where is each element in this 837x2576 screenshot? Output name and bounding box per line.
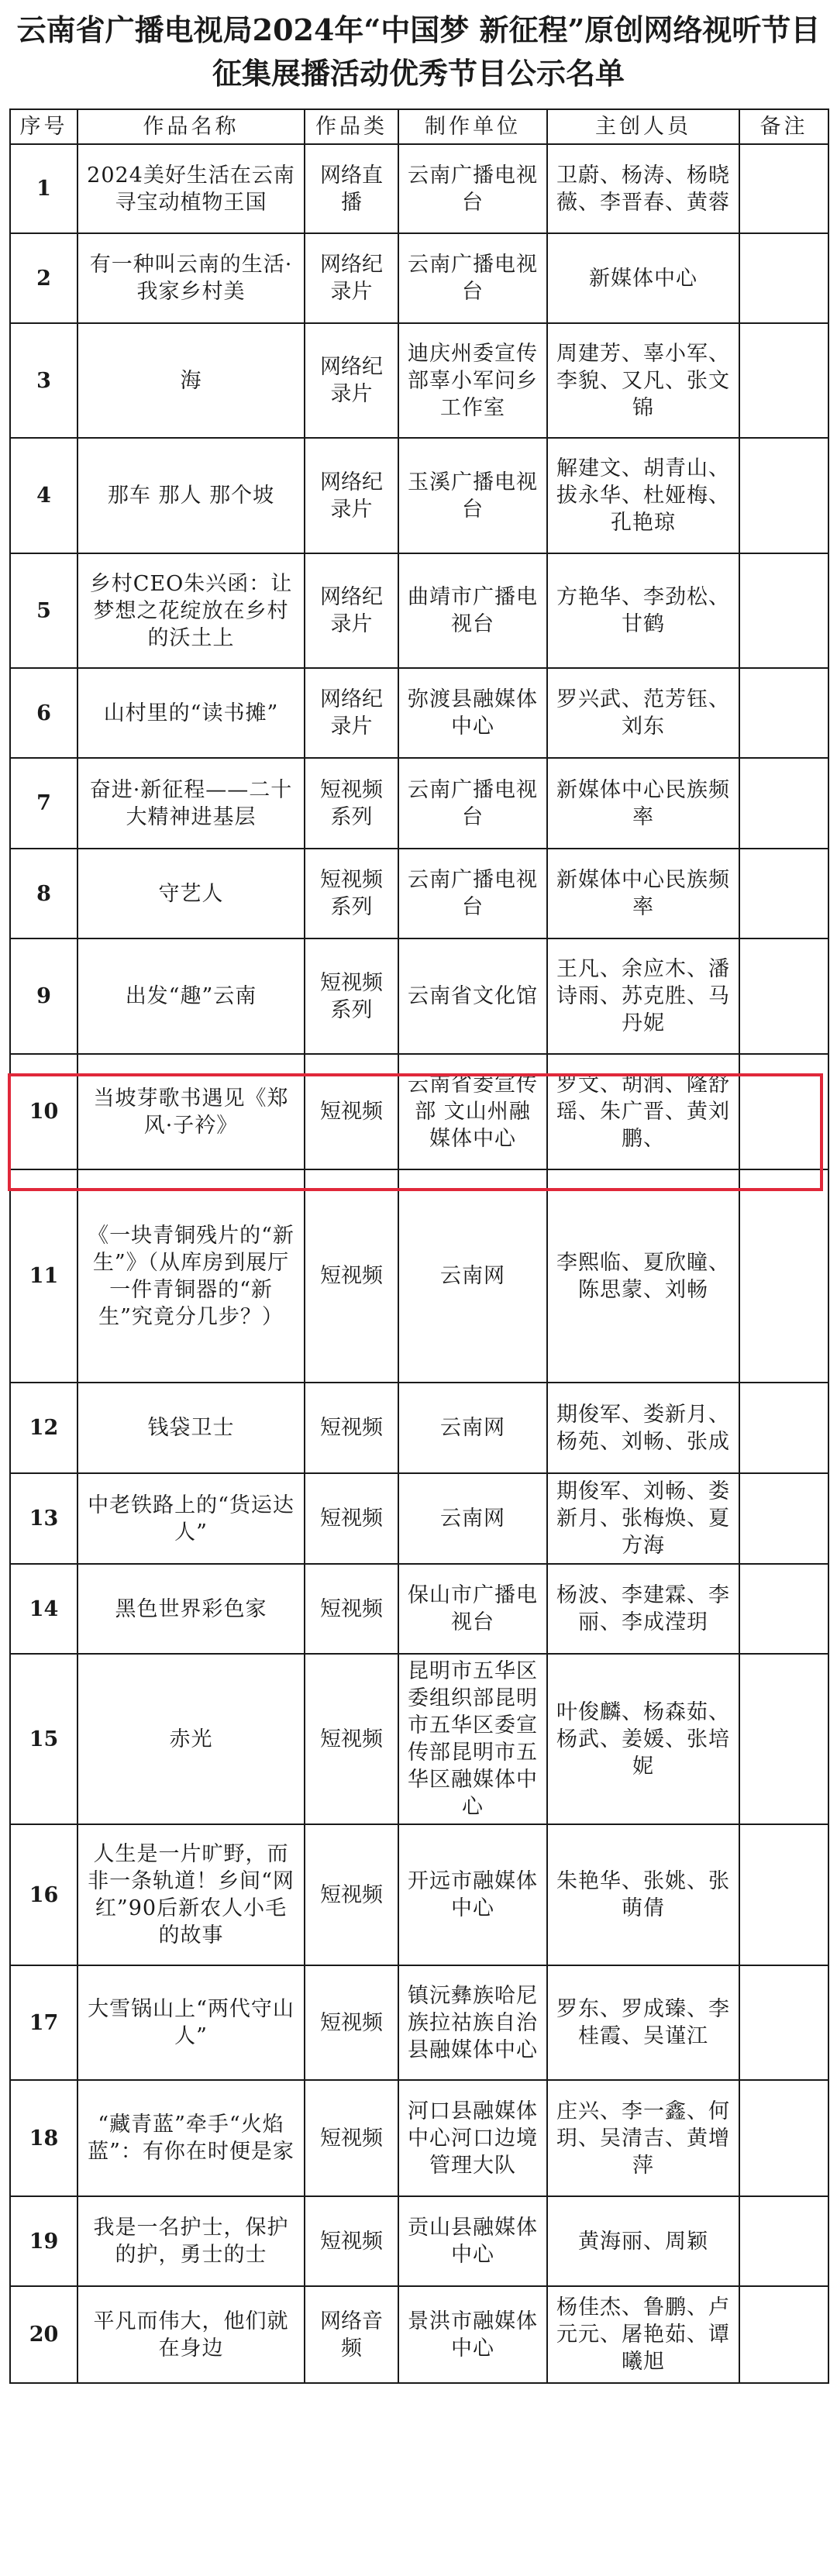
- table-row: [10, 1824, 828, 1965]
- row-number: 9: [10, 938, 78, 1054]
- table-row: [10, 323, 828, 438]
- creators: 庄兴、李一鑫、何玥、吴清吉、黄增萍: [547, 2080, 739, 2196]
- remark: [739, 144, 828, 233]
- table-row: [10, 1654, 828, 1824]
- row-number: 4: [10, 438, 78, 553]
- header-num: 序号: [10, 109, 78, 144]
- production-unit: 云南广播电视台: [398, 233, 547, 323]
- production-unit: 开远市融媒体中心: [398, 1824, 547, 1965]
- row-number: 13: [10, 1473, 78, 1564]
- production-unit: 贡山县融媒体中心: [398, 2196, 547, 2286]
- production-unit: 曲靖市广播电视台: [398, 553, 547, 668]
- creators: 解建文、胡青山、拔永华、杜娅梅、孔艳琼: [547, 438, 739, 553]
- table-row: [10, 1564, 828, 1654]
- program-name: 黑色世界彩色家: [78, 1564, 305, 1654]
- creators: 罗东、罗成臻、李桂霞、吴谨江: [547, 1965, 739, 2080]
- program-name: 中老铁路上的“货运达人”: [78, 1473, 305, 1564]
- creators: 李熙临、夏欣瞳、陈思蒙、刘畅: [547, 1169, 739, 1383]
- remark: [739, 553, 828, 668]
- production-unit: 云南广播电视台: [398, 849, 547, 938]
- program-name: 乡村CEO朱兴函：让梦想之花绽放在乡村的沃土上: [78, 553, 305, 668]
- program-name: 《一块青铜残片的“新生”》（从库房到展厅 一件青铜器的“新生”究竟分几步？）: [78, 1169, 305, 1383]
- program-name: 大雪锅山上“两代守山人”: [78, 1965, 305, 2080]
- table-row: [10, 1054, 828, 1169]
- creators: 罗文、胡润、隆舒瑶、朱广晋、黄刘鹏、: [547, 1054, 739, 1169]
- program-type: 短视频: [305, 1054, 398, 1169]
- program-name: “藏青蓝”牵手“火焰蓝”：有你在时便是家: [78, 2080, 305, 2196]
- production-unit: 镇沅彝族哈尼族拉祜族自治县融媒体中心: [398, 1965, 547, 2080]
- header-name: 作品名称: [78, 109, 305, 144]
- production-unit: 玉溪广播电视台: [398, 438, 547, 553]
- header-note: 备注: [739, 109, 828, 144]
- production-unit: 云南网: [398, 1169, 547, 1383]
- creators: 朱艳华、张姚、张萌倩: [547, 1824, 739, 1965]
- remark: [739, 2080, 828, 2196]
- remark: [739, 1054, 828, 1169]
- program-type: 短视频: [305, 2196, 398, 2286]
- row-number: 16: [10, 1824, 78, 1965]
- program-name: 有一种叫云南的生活·我家乡村美: [78, 233, 305, 323]
- program-name: 出发“趣”云南: [78, 938, 305, 1054]
- program-type: 短视频: [305, 1383, 398, 1473]
- table-row: [10, 1383, 828, 1473]
- program-name: 奋进·新征程——二十大精神进基层: [78, 758, 305, 849]
- creators: 叶俊麟、杨森茹、杨武、姜媛、张培妮: [547, 1654, 739, 1824]
- remark: [739, 1654, 828, 1824]
- table-row: [10, 2080, 828, 2196]
- table-row: [10, 849, 828, 938]
- table-row: [10, 2196, 828, 2286]
- header-unit: 制作单位: [398, 109, 547, 144]
- header-type: 作品类: [305, 109, 398, 144]
- program-type: 短视频: [305, 1564, 398, 1654]
- program-table: [9, 108, 829, 2384]
- table-row: [10, 938, 828, 1054]
- production-unit: 云南广播电视台: [398, 144, 547, 233]
- remark: [739, 1564, 828, 1654]
- creators: 新媒体中心: [547, 233, 739, 323]
- table-row: [10, 1965, 828, 2080]
- program-name: 那车 那人 那个坡: [78, 438, 305, 553]
- remark: [739, 2286, 828, 2383]
- production-unit: 云南省委宣传部 文山州融媒体中心: [398, 1054, 547, 1169]
- row-number: 3: [10, 323, 78, 438]
- program-type: 网络音频: [305, 2286, 398, 2383]
- row-number: 20: [10, 2286, 78, 2383]
- program-name: 当坡芽歌书遇见《郑风·子衿》: [78, 1054, 305, 1169]
- creators: 杨佳杰、鲁鹏、卢元元、屠艳茹、谭曦旭: [547, 2286, 739, 2383]
- program-type: 短视频系列: [305, 849, 398, 938]
- remark: [739, 323, 828, 438]
- program-type: 网络纪录片: [305, 553, 398, 668]
- remark: [739, 233, 828, 323]
- production-unit: 河口县融媒体中心河口边境管理大队: [398, 2080, 547, 2196]
- row-number: 5: [10, 553, 78, 668]
- table-row: [10, 144, 828, 233]
- row-number: 12: [10, 1383, 78, 1473]
- remark: [739, 668, 828, 758]
- remark: [739, 849, 828, 938]
- creators: 周建芳、辜小军、李貌、又凡、张文锦: [547, 323, 739, 438]
- program-type: 网络纪录片: [305, 438, 398, 553]
- row-number: 8: [10, 849, 78, 938]
- program-name: 2024美好生活在云南寻宝动植物王国: [78, 144, 305, 233]
- program-name: 山村里的“读书摊”: [78, 668, 305, 758]
- creators: 期俊军、娄新月、杨苑、刘畅、张成: [547, 1383, 739, 1473]
- page-title: 云南省广播电视局2024年“中国梦 新征程”原创网络视听节目征集展播活动优秀节目公示名单: [16, 12, 821, 91]
- remark: [739, 1965, 828, 2080]
- row-number: 1: [10, 144, 78, 233]
- row-number: 6: [10, 668, 78, 758]
- production-unit: 景洪市融媒体中心: [398, 2286, 547, 2383]
- program-type: 网络纪录片: [305, 668, 398, 758]
- production-unit: 云南广播电视台: [398, 758, 547, 849]
- remark: [739, 758, 828, 849]
- remark: [739, 1824, 828, 1965]
- program-name: 赤光: [78, 1654, 305, 1824]
- table-row: [10, 668, 828, 758]
- creators: 新媒体中心民族频率: [547, 758, 739, 849]
- program-type: 网络纪录片: [305, 233, 398, 323]
- creators: 方艳华、李劲松、甘鹤: [547, 553, 739, 668]
- program-name: 海: [78, 323, 305, 438]
- creators: 罗兴武、范芳钰、刘东: [547, 668, 739, 758]
- program-type: 短视频: [305, 2080, 398, 2196]
- remark: [739, 1473, 828, 1564]
- header-staff: 主创人员: [547, 109, 739, 144]
- row-number: 10: [10, 1054, 78, 1169]
- row-number: 17: [10, 1965, 78, 2080]
- program-type: 短视频: [305, 1824, 398, 1965]
- program-type: 短视频: [305, 1965, 398, 2080]
- row-number: 7: [10, 758, 78, 849]
- production-unit: 保山市广播电视台: [398, 1564, 547, 1654]
- remark: [739, 938, 828, 1054]
- creators: 新媒体中心民族频率: [547, 849, 739, 938]
- program-name: 守艺人: [78, 849, 305, 938]
- table-row: [10, 233, 828, 323]
- row-number: 14: [10, 1564, 78, 1654]
- table-row: [10, 2286, 828, 2383]
- creators: 杨波、李建霖、李丽、李成滢玥: [547, 1564, 739, 1654]
- program-name: 我是一名护士，保护的护，勇士的士: [78, 2196, 305, 2286]
- creators: 黄海丽、周颖: [547, 2196, 739, 2286]
- remark: [739, 1383, 828, 1473]
- row-number: 2: [10, 233, 78, 323]
- table-row: [10, 438, 828, 553]
- creators: 卫蔚、杨涛、杨晓薇、李晋春、黄蓉: [547, 144, 739, 233]
- creators: 期俊军、刘畅、娄新月、张梅焕、夏方海: [547, 1473, 739, 1564]
- creators: 王凡、余应木、潘诗雨、苏克胜、马丹妮: [547, 938, 739, 1054]
- table-row: [10, 1169, 828, 1383]
- program-type: 短视频: [305, 1473, 398, 1564]
- production-unit: 云南网: [398, 1383, 547, 1473]
- remark: [739, 1169, 828, 1383]
- program-type: 短视频: [305, 1169, 398, 1383]
- program-type: 短视频系列: [305, 758, 398, 849]
- row-number: 19: [10, 2196, 78, 2286]
- row-number: 11: [10, 1169, 78, 1383]
- program-type: 短视频系列: [305, 938, 398, 1054]
- production-unit: 云南网: [398, 1473, 547, 1564]
- row-number: 18: [10, 2080, 78, 2196]
- remark: [739, 2196, 828, 2286]
- row-number: 15: [10, 1654, 78, 1824]
- table-row: [10, 553, 828, 668]
- production-unit: 迪庆州委宣传部辜小军问乡工作室: [398, 323, 547, 438]
- remark: [739, 438, 828, 553]
- program-type: 网络纪录片: [305, 323, 398, 438]
- table-header-row: [10, 109, 828, 144]
- table-row: [10, 758, 828, 849]
- program-name: 平凡而伟大，他们就在身边: [78, 2286, 305, 2383]
- program-name: 钱袋卫士: [78, 1383, 305, 1473]
- program-type: 网络直播: [305, 144, 398, 233]
- program-name: 人生是一片旷野，而非一条轨道！乡间“网红”90后新农人小毛的故事: [78, 1824, 305, 1965]
- program-type: 短视频: [305, 1654, 398, 1824]
- production-unit: 弥渡县融媒体中心: [398, 668, 547, 758]
- table-row: [10, 1473, 828, 1564]
- production-unit: 昆明市五华区委组织部昆明市五华区委宣传部昆明市五华区融媒体中心: [398, 1654, 547, 1824]
- production-unit: 云南省文化馆: [398, 938, 547, 1054]
